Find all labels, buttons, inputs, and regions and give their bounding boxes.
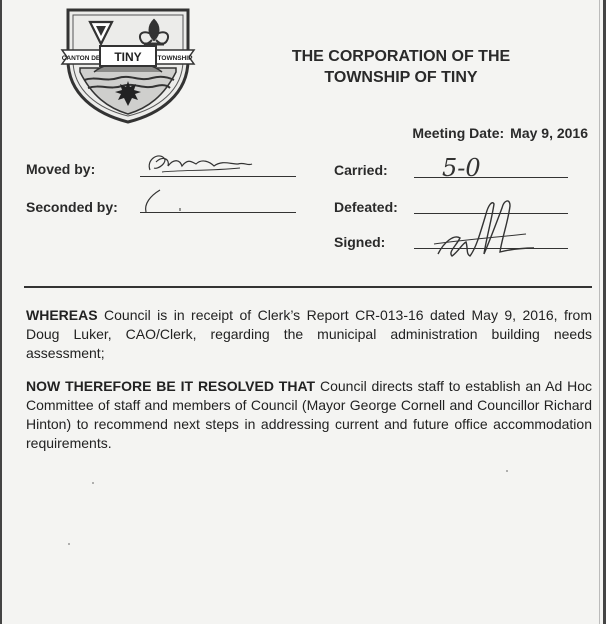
seconded-by-signature	[140, 188, 200, 214]
seconded-by-label: Seconded by:	[26, 199, 118, 215]
whereas-text: Council is in receipt of Clerk’s Report CR-013-16 dated May 9, 2016, from Doug Luker, CAO/Clerk, regarding the municipal administration building needs assessment;	[26, 307, 592, 361]
township-crest-logo	[60, 6, 196, 124]
scan-speck	[92, 482, 94, 484]
crest-banner-right-text: TOWNSHIP	[157, 55, 193, 62]
section-divider	[24, 286, 592, 288]
resolved-clause	[26, 377, 592, 453]
defeated-label: Defeated:	[334, 199, 398, 215]
resolved-text: Council directs staff to establish an Ad Hoc Committee of staff and members of Council (Mayor George Cornell and Councillor Richard Hinton) to recommend next steps in addressing current and future office accommodation requirements.	[26, 378, 593, 451]
moved-by-label: Moved by:	[26, 161, 96, 177]
carried-value: 5-0	[442, 154, 481, 182]
whereas-clause	[26, 306, 592, 363]
scan-speck	[506, 470, 508, 472]
meeting-date	[412, 125, 588, 141]
crest-banner-center-text: TINY	[114, 50, 142, 64]
scan-speck	[68, 543, 70, 545]
resolved-lead: NOW THEREFORE BE IT RESOLVED THAT	[26, 378, 316, 394]
carried-line	[414, 177, 568, 178]
crest-banner-left-text: CANTON DE	[61, 55, 101, 62]
title-line-1: THE CORPORATION OF THE	[291, 48, 511, 65]
title-line-2: TOWNSHIP OF TINY	[324, 69, 478, 86]
document-title	[236, 46, 566, 88]
signed-signature	[430, 194, 546, 262]
meeting-date-value: May 9, 2016	[510, 125, 588, 141]
page-border-left	[0, 0, 2, 624]
page-border-right-inner	[599, 0, 600, 624]
carried-label: Carried:	[334, 162, 388, 178]
moved-by-signature	[140, 148, 260, 180]
meeting-date-label: Meeting Date:	[412, 125, 505, 141]
signed-label: Signed:	[334, 234, 386, 250]
whereas-lead: WHEREAS	[26, 307, 98, 323]
